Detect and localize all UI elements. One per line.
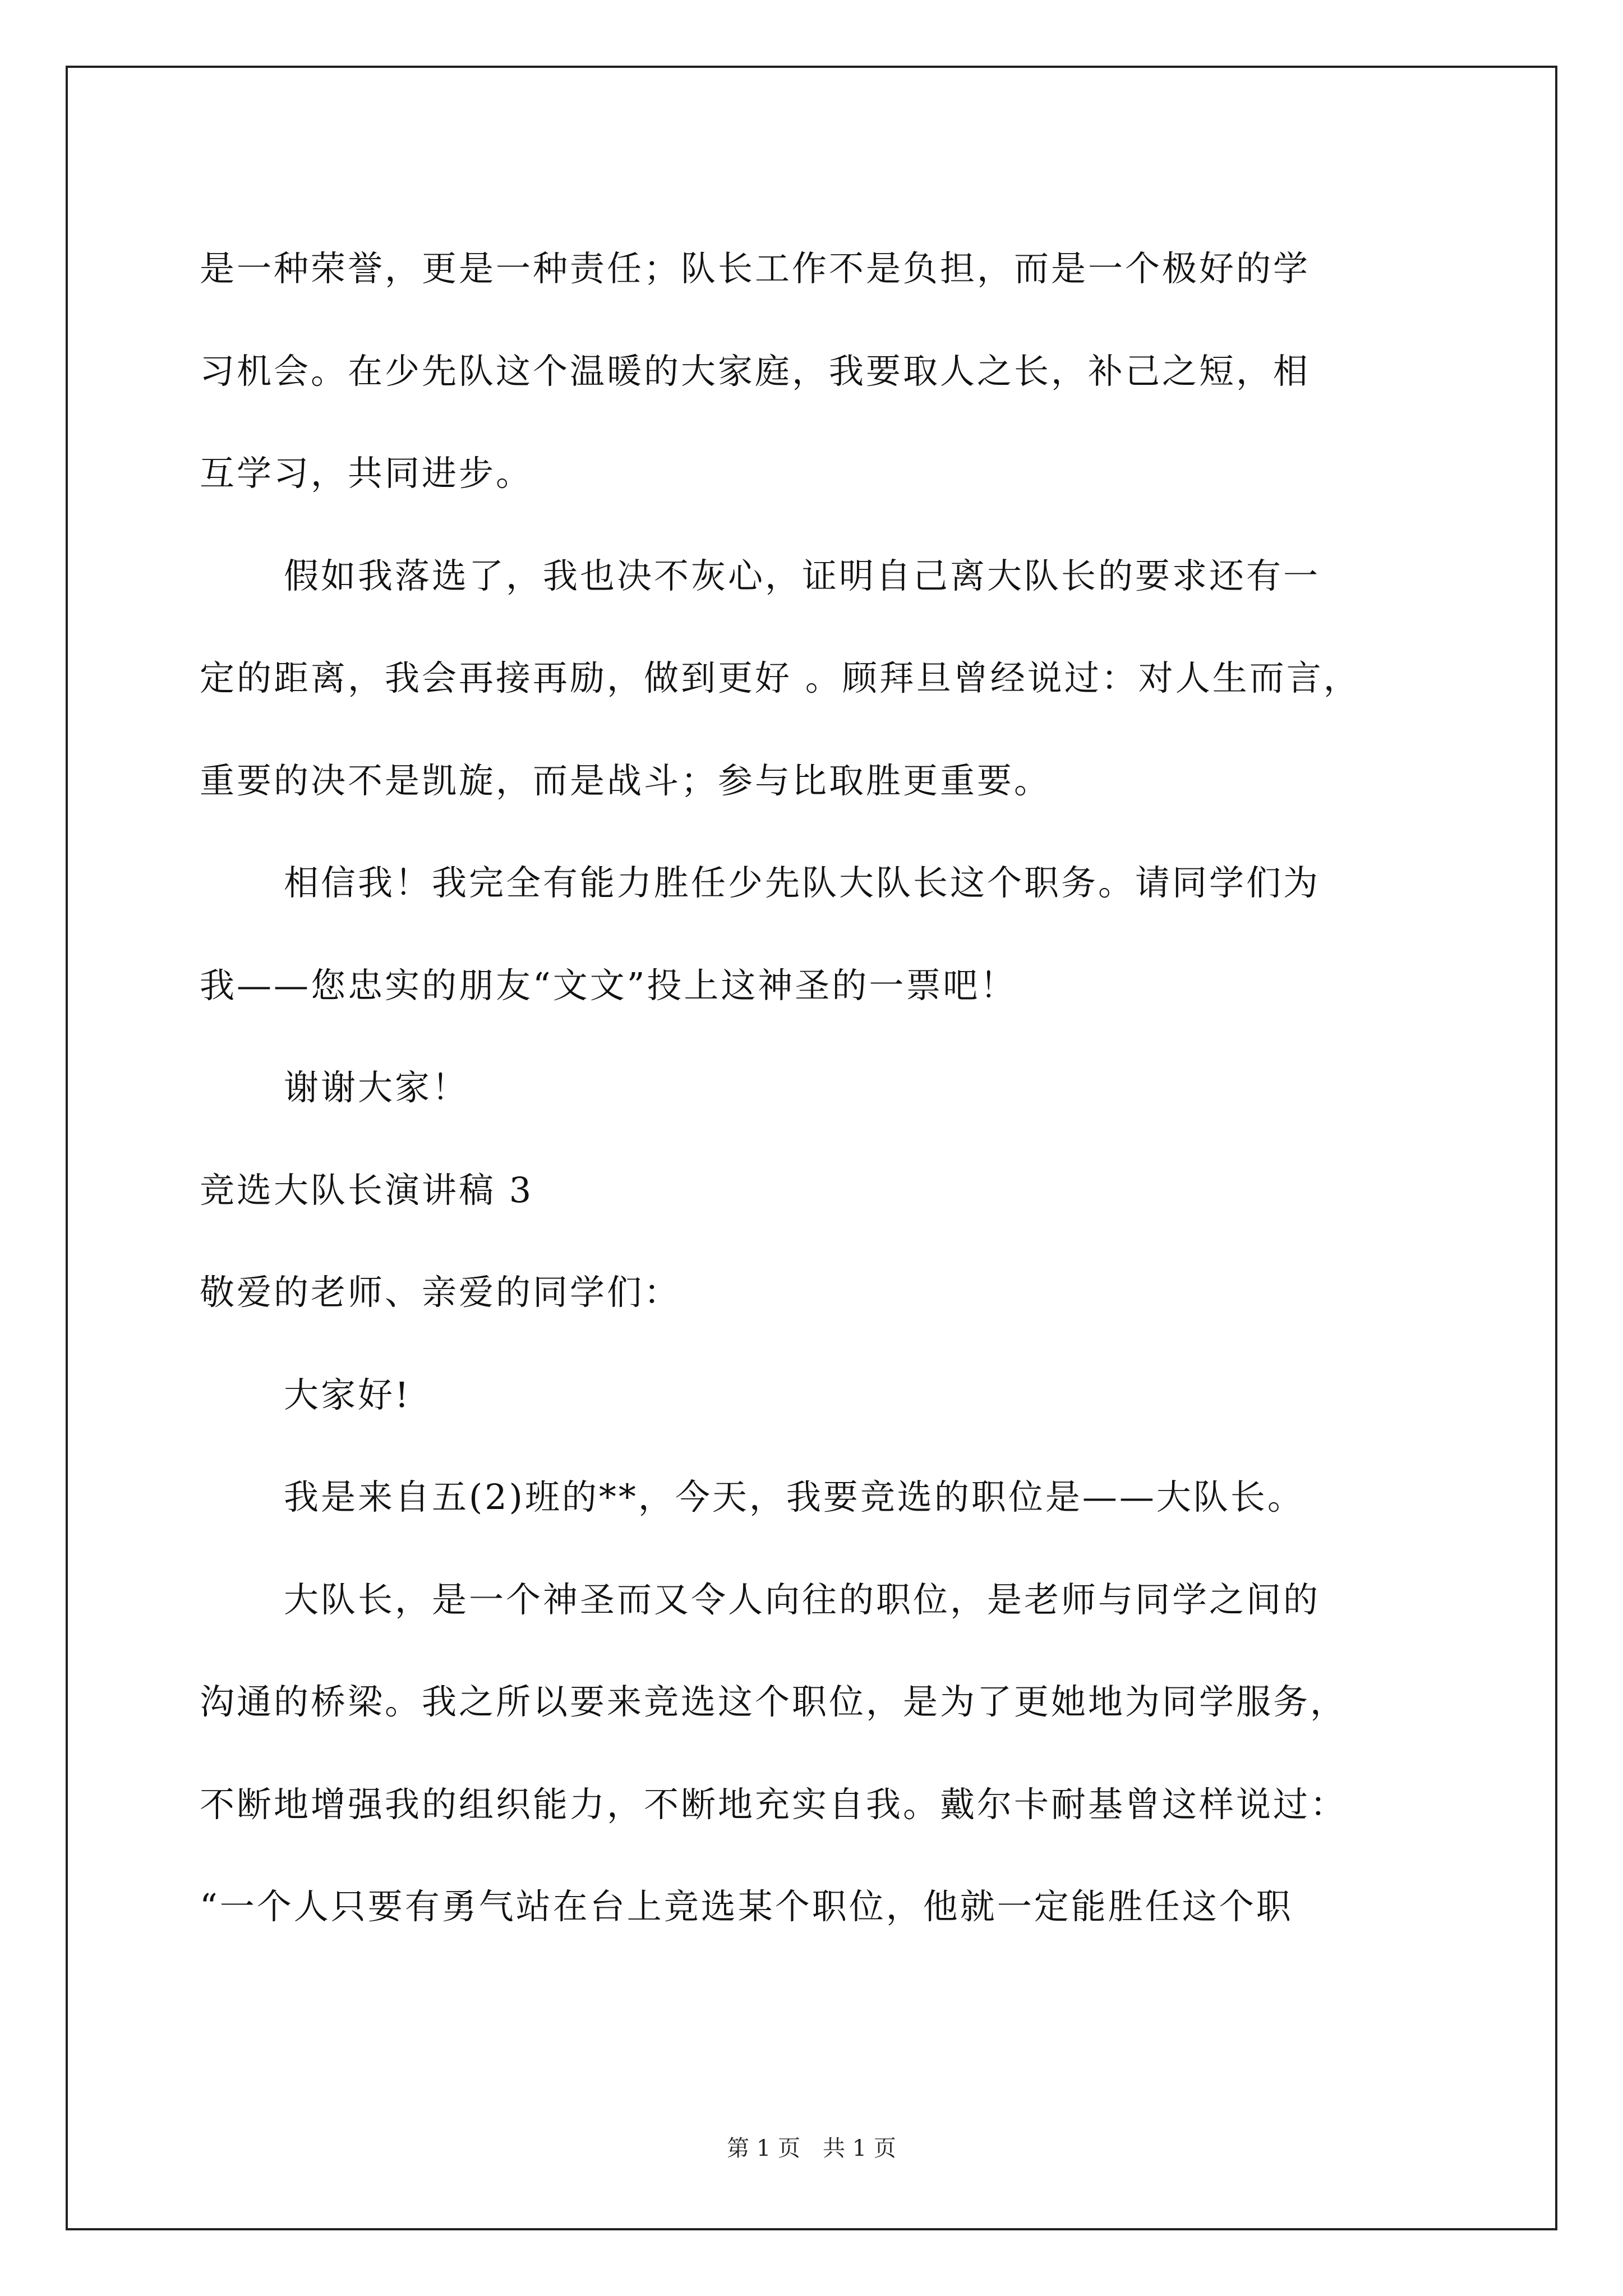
text-line: “一个人只要有勇气站在台上竞选某个职位，他就一定能胜任这个职: [200, 1886, 1293, 1927]
paragraph-start: 假如我落选了，我也决不灰心，证明自己离大队长的要求还有一: [284, 555, 1321, 596]
text-line: 定的距离，我会再接再励，做到更好 。顾拜旦曾经说过：对人生而言，: [200, 657, 1361, 698]
closing-thanks: 谢谢大家！: [284, 1067, 469, 1108]
text-line: 不断地增强我的组织能力，不断地充实自我。戴尔卡耐基曾这样说过：: [200, 1783, 1348, 1825]
paragraph-start: 大队长，是一个神圣而又令人向往的职位，是老师与同学之间的: [284, 1579, 1321, 1620]
text-line: 沟通的桥梁。我之所以要来竞选这个职位，是为了更她地为同学服务，: [200, 1681, 1348, 1722]
greeting: 大家好!: [284, 1374, 411, 1415]
text-line: 重要的决不是凯旋，而是战斗；参与比取胜更重要。: [200, 760, 1052, 801]
text-line: 我——您忠实的朋友“文文”投上这神圣的一票吧！: [200, 964, 1017, 1006]
paragraph-start: 相信我！我完全有能力胜任少先队大队长这个职务。请同学们为: [284, 862, 1321, 903]
text-line: 是一种荣誉，更是一种责任；队长工作不是负担，而是一个极好的学: [200, 248, 1311, 289]
salutation: 敬爱的老师、亲爱的同学们：: [200, 1272, 681, 1313]
section-title: 竞选大队长演讲稿 3: [200, 1169, 534, 1211]
text-line: 习机会。在少先队这个温暖的大家庭，我要取人之长，补己之短，相: [200, 350, 1311, 392]
text-line: 互学习，共同进步。: [200, 453, 533, 494]
document-body: [200, 218, 1440, 1958]
paragraph-start: 我是来自五(2)班的**，今天，我要竞选的职位是——大队长。: [284, 1476, 1304, 1517]
page-footer: 第 1 页 共 1 页: [727, 2136, 896, 2161]
